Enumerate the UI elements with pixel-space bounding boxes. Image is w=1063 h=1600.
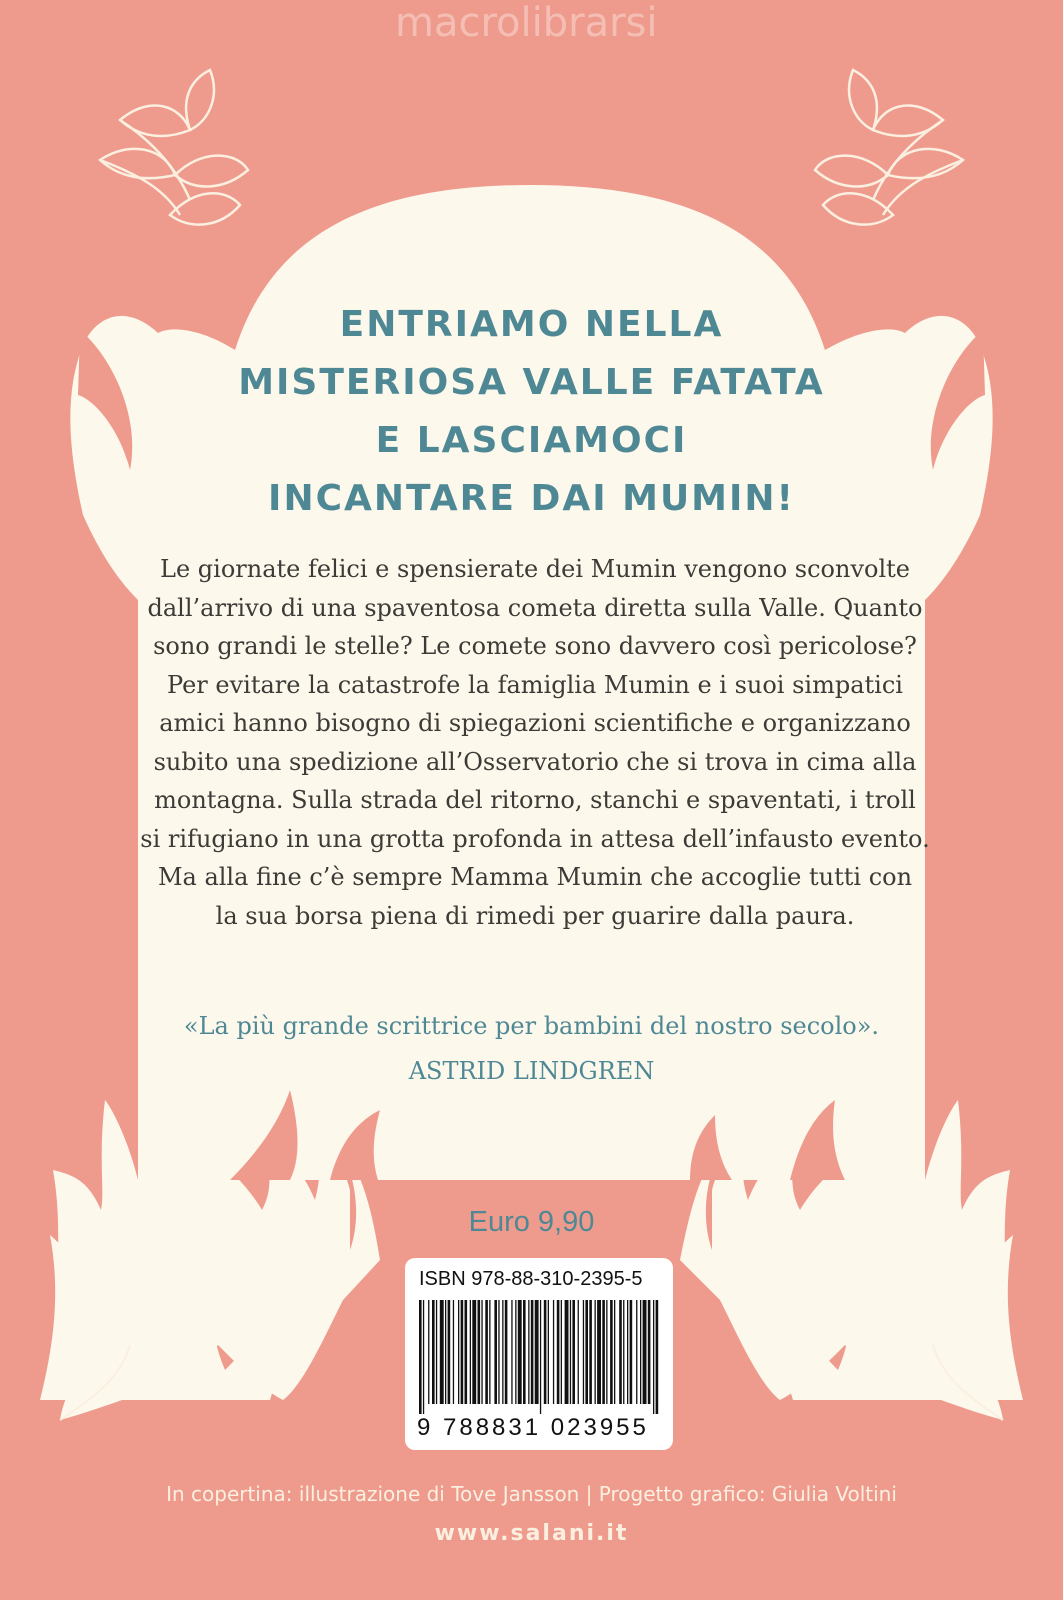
barcode-bar xyxy=(656,1300,659,1414)
synopsis-line: la sua borsa piena di rimedi per guarire dalla paura. xyxy=(215,901,855,930)
barcode-bar xyxy=(518,1300,522,1404)
barcode-bar xyxy=(461,1300,464,1404)
barcode-bar xyxy=(432,1300,435,1404)
barcode-bar xyxy=(548,1300,549,1404)
synopsis-line: dall’arrivo di una spaventosa cometa diretta sulla Valle. Quanto xyxy=(147,593,923,622)
quote-author: ASTRID LINDGREN xyxy=(408,1057,655,1085)
watermark-text: macrolibrarsi xyxy=(395,0,658,46)
barcode-bar xyxy=(595,1300,596,1404)
synopsis-paragraph xyxy=(120,550,950,935)
synopsis-line: subito una spedizione all’Osservatorio che si trova in cima alla xyxy=(153,747,917,776)
barcode-bar xyxy=(494,1300,497,1404)
barcode-bar xyxy=(557,1300,560,1404)
barcode-bar xyxy=(597,1300,601,1404)
barcode-bar xyxy=(627,1300,628,1404)
barcode-bar xyxy=(623,1300,624,1404)
barcode-bar xyxy=(602,1300,605,1404)
barcode-bar xyxy=(498,1300,499,1404)
cover-credits: In copertina: illustrazione di Tove Jansson | Progetto grafico: Giulia Voltini xyxy=(166,1482,897,1506)
barcode-bar xyxy=(570,1300,571,1404)
headline-line: INCANTARE DAI MUMIN! xyxy=(268,478,795,519)
barcode-bar xyxy=(643,1300,647,1404)
barcode-bar xyxy=(531,1300,534,1404)
barcode-bar xyxy=(561,1300,562,1404)
barcode-bar xyxy=(565,1300,569,1404)
barcode-bar xyxy=(440,1300,444,1404)
barcode-bar xyxy=(470,1300,471,1404)
barcode-bar xyxy=(572,1300,575,1404)
barcode-bar xyxy=(445,1300,446,1404)
barcode-bar xyxy=(540,1300,541,1414)
barcode-bar xyxy=(544,1300,547,1404)
barcode-bar xyxy=(502,1300,503,1404)
barcode-bar xyxy=(606,1300,607,1404)
barcode-bar xyxy=(585,1300,588,1404)
barcode-bar xyxy=(610,1300,613,1404)
barcode-bar xyxy=(423,1300,424,1414)
barcode-bar xyxy=(505,1300,508,1404)
ean-digits: 9 788831 023955 xyxy=(417,1414,649,1441)
barcode-bar xyxy=(465,1300,468,1404)
barcode-bar xyxy=(419,1300,422,1414)
synopsis-line: amici hanno bisogno di spiegazioni scientifiche e organizzano xyxy=(159,709,911,737)
barcode-bar xyxy=(589,1300,592,1404)
barcode-icon xyxy=(419,1300,659,1414)
barcode-bar xyxy=(535,1300,539,1404)
barcode-bar xyxy=(515,1300,516,1404)
leaf-ornament-left xyxy=(100,70,248,225)
barcode-bar xyxy=(511,1300,512,1404)
barcode-bar xyxy=(630,1300,633,1404)
barcode-bar xyxy=(458,1300,459,1404)
headline-line: E LASCIAMOCI xyxy=(375,420,688,461)
barcode-bar xyxy=(481,1300,482,1404)
barcode-bar xyxy=(636,1300,637,1404)
barcode-bar xyxy=(478,1300,481,1404)
synopsis-line: sono grandi le stelle? Le comete sono davvero così pericolose? xyxy=(153,632,917,660)
synopsis-line: Per evitare la catastrofe la famiglia Mumin e i suoi simpatici xyxy=(167,670,903,699)
barcode-bar xyxy=(614,1300,615,1404)
barcode-bar xyxy=(578,1300,579,1404)
barcode-bar xyxy=(428,1300,429,1404)
headline-line: MISTERIOSA VALLE FATATA xyxy=(238,362,825,403)
barcode-panel xyxy=(405,1258,673,1450)
barcode-bar xyxy=(489,1300,490,1404)
barcode-bar xyxy=(653,1300,654,1414)
barcode-bar xyxy=(436,1300,437,1404)
publisher-website: www.salani.it xyxy=(434,1521,629,1546)
barcode-bar xyxy=(553,1300,554,1404)
headline xyxy=(0,296,1063,528)
barcode-bar xyxy=(648,1300,651,1404)
barcode-bar xyxy=(583,1300,584,1404)
barcode-bar xyxy=(523,1300,526,1404)
leaf-ornament-right xyxy=(815,70,963,225)
headline-line: ENTRIAMO NELLA xyxy=(339,304,724,345)
isbn-label: ISBN 978-88-310-2395-5 xyxy=(419,1268,643,1290)
synopsis-line: Le giornate felici e spensierate dei Mumin vengono sconvolte xyxy=(160,555,910,583)
barcode-bar xyxy=(528,1300,529,1404)
barcode-bar xyxy=(640,1300,641,1404)
price-label: Euro 9,90 xyxy=(468,1206,595,1238)
barcode-bar xyxy=(448,1300,451,1404)
barcode-bar xyxy=(453,1300,454,1404)
barcode-bar xyxy=(485,1300,488,1404)
synopsis-line: Ma alla fine c’è sempre Mamma Mumin che accoglie tutti con xyxy=(157,863,913,891)
review-quote: «La più grande scrittrice per bambini del nostro secolo». xyxy=(183,1012,880,1040)
synopsis-line: si rifugiano in una grotta profonda in attesa dell’infausto evento. xyxy=(140,824,930,853)
barcode-bar xyxy=(472,1300,476,1404)
barcode-bar xyxy=(619,1300,622,1404)
synopsis-line: montagna. Sulla strada del ritorno, stanchi e spaventati, i troll xyxy=(154,786,916,814)
